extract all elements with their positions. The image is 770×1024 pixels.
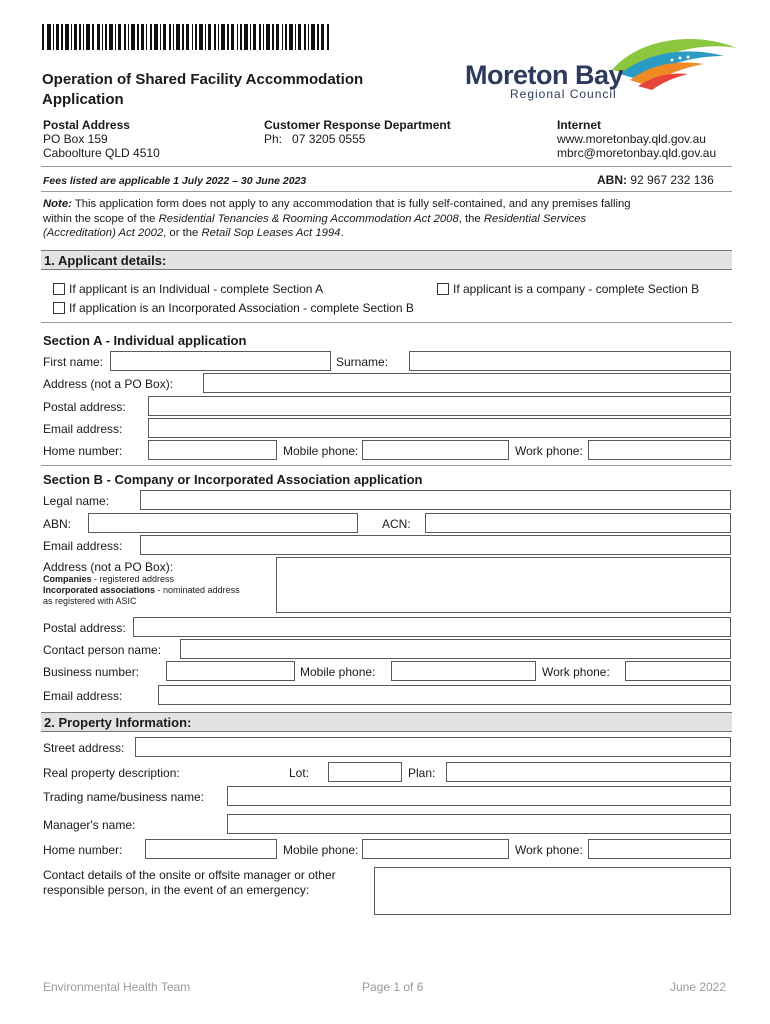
emergency-contact-line1: Contact details of the onsite or offsite manager or other bbox=[43, 868, 336, 882]
form-title-line2: Application bbox=[42, 91, 124, 108]
trading-name-label: Trading name/business name: bbox=[43, 790, 204, 804]
acn-field-label: ACN: bbox=[382, 517, 411, 531]
customer-response-block bbox=[264, 118, 451, 146]
company-email2-input[interactable] bbox=[158, 685, 731, 705]
fees-notice: Fees listed are applicable 1 July 2022 – 30 June 2023 bbox=[43, 175, 307, 187]
logo-name: Moreton Bay bbox=[465, 60, 624, 90]
email-address-input[interactable] bbox=[148, 418, 731, 438]
website-link[interactable]: www.moretonbay.qld.gov.au bbox=[557, 132, 706, 146]
street-address-input[interactable] bbox=[135, 737, 731, 757]
crd-phone: Ph: 07 3205 0555 bbox=[264, 132, 366, 146]
home-number-input[interactable] bbox=[148, 440, 277, 460]
acn-input[interactable] bbox=[425, 513, 731, 533]
note-text-4: , or the bbox=[163, 227, 202, 239]
company-email2-label: Email address: bbox=[43, 689, 123, 703]
mobile-phone-label: Mobile phone: bbox=[283, 444, 359, 458]
associations-hint-bold: Incorporated associations bbox=[43, 585, 156, 595]
work-phone-label: Work phone: bbox=[515, 444, 583, 458]
street-address-label: Street address: bbox=[43, 741, 125, 755]
property-mobile-label: Mobile phone: bbox=[283, 843, 359, 857]
company-email-label: Email address: bbox=[43, 539, 123, 553]
company-work-label: Work phone: bbox=[542, 665, 610, 679]
council-logo bbox=[462, 30, 742, 102]
form-title-line1: Operation of Shared Facility Accommodation bbox=[42, 71, 364, 88]
surname-label: Surname: bbox=[336, 355, 389, 369]
logo-subtitle: Regional Council bbox=[510, 87, 617, 101]
note-text-1: This application form does not apply to any accommodation that is fully self-contained, and any premises falling bbox=[74, 198, 631, 210]
abn-label: ABN: bbox=[597, 173, 627, 187]
first-name-input[interactable] bbox=[110, 351, 331, 371]
form-title bbox=[42, 70, 363, 110]
company-address-label: Address (not a PO Box): bbox=[43, 560, 174, 574]
postal-address-input[interactable] bbox=[148, 396, 731, 416]
footer-page-number: Page 1 of 6 bbox=[362, 980, 424, 994]
legal-name-input[interactable] bbox=[140, 490, 731, 510]
property-home-input[interactable] bbox=[145, 839, 277, 859]
business-number-input[interactable] bbox=[166, 661, 295, 681]
divider bbox=[41, 322, 732, 323]
company-email-input[interactable] bbox=[140, 535, 731, 555]
mobile-phone-input[interactable] bbox=[362, 440, 509, 460]
association-option-label: If application is an Incorporated Association - complete Section B bbox=[69, 301, 414, 315]
associations-hint bbox=[43, 585, 240, 596]
note-text-3: , the bbox=[458, 212, 484, 225]
note-act-2: Residential Services bbox=[483, 212, 587, 225]
associations-hint-text: - nominated address bbox=[155, 585, 240, 595]
postal-address-block bbox=[43, 118, 160, 160]
company-address-hint bbox=[43, 574, 240, 607]
company-address-input[interactable] bbox=[276, 557, 731, 613]
company-postal-label: Postal address: bbox=[43, 621, 126, 635]
note-act-4: Retail Sop Leases Act 1994 bbox=[201, 227, 341, 239]
address-label: Address (not a PO Box): bbox=[43, 377, 174, 391]
abn-input[interactable] bbox=[88, 513, 358, 533]
note-act-3: (Accreditation) Act 2002 bbox=[43, 227, 164, 239]
contact-person-input[interactable] bbox=[180, 639, 731, 659]
postal-heading: Postal Address bbox=[43, 118, 130, 132]
lot-label: Lot: bbox=[289, 766, 310, 780]
property-mobile-input[interactable] bbox=[362, 839, 509, 859]
property-home-label: Home number: bbox=[43, 843, 123, 857]
abn-field-label: ABN: bbox=[43, 517, 72, 531]
note-text-2: within the scope of the bbox=[43, 212, 159, 225]
lot-input[interactable] bbox=[328, 762, 402, 782]
surname-input[interactable] bbox=[409, 351, 731, 371]
abn-value: 92 967 232 136 bbox=[630, 173, 714, 187]
company-postal-input[interactable] bbox=[133, 617, 731, 637]
postal-line1: PO Box 159 bbox=[43, 132, 108, 146]
divider bbox=[41, 166, 732, 167]
footer-team: Environmental Health Team bbox=[43, 980, 191, 994]
manager-name-input[interactable] bbox=[227, 814, 731, 834]
abn-line bbox=[597, 173, 714, 187]
home-number-label: Home number: bbox=[43, 444, 123, 458]
associations-hint-line2: as registered with ASIC bbox=[43, 596, 137, 606]
divider bbox=[41, 465, 732, 466]
divider bbox=[41, 191, 732, 192]
companies-hint-text: - registered address bbox=[91, 574, 175, 584]
companies-hint-bold: Companies bbox=[43, 574, 92, 584]
note-act-1: Residential Tenancies & Rooming Accommodation Act 2008 bbox=[158, 212, 459, 225]
postal-address-label: Postal address: bbox=[43, 400, 126, 414]
section-1-header: 1. Applicant details: bbox=[41, 250, 732, 270]
work-phone-input[interactable] bbox=[588, 440, 731, 460]
contact-person-label: Contact person name: bbox=[43, 643, 162, 657]
note-text-5: . bbox=[340, 227, 344, 239]
business-number-label: Business number: bbox=[43, 665, 140, 679]
internet-heading: Internet bbox=[557, 118, 602, 132]
section-b-title: Section B - Company or Incorporated Association application bbox=[43, 472, 423, 487]
legal-name-label: Legal name: bbox=[43, 494, 110, 508]
company-mobile-input[interactable] bbox=[391, 661, 536, 681]
trading-name-input[interactable] bbox=[227, 786, 731, 806]
barcode bbox=[42, 22, 332, 52]
first-name-label: First name: bbox=[43, 355, 104, 369]
emergency-contact-input[interactable] bbox=[374, 867, 731, 915]
plan-input[interactable] bbox=[446, 762, 731, 782]
section-a-title: Section A - Individual application bbox=[43, 333, 247, 348]
property-work-input[interactable] bbox=[588, 839, 731, 859]
barcode-graphic bbox=[42, 22, 332, 52]
individual-option-label: If applicant is an Individual - complete Section A bbox=[69, 282, 324, 296]
emergency-contact-label bbox=[43, 868, 336, 898]
address-input[interactable] bbox=[203, 373, 731, 393]
crd-heading: Customer Response Department bbox=[264, 118, 451, 132]
company-option-label: If applicant is a company - complete Section B bbox=[453, 282, 700, 296]
footer-date: June 2022 bbox=[670, 980, 727, 994]
individual-checkbox[interactable] bbox=[53, 283, 65, 295]
emergency-contact-line2: responsible person, in the event of an emergency: bbox=[43, 883, 310, 897]
note-label: Note: bbox=[43, 198, 72, 210]
property-work-label: Work phone: bbox=[515, 843, 583, 857]
company-checkbox[interactable] bbox=[437, 283, 449, 295]
email-link[interactable]: mbrc@moretonbay.qld.gov.au bbox=[557, 146, 717, 160]
section-2-header: 2. Property Information: bbox=[41, 712, 732, 732]
plan-label: Plan: bbox=[408, 766, 436, 780]
company-work-input[interactable] bbox=[625, 661, 731, 681]
manager-name-label: Manager's name: bbox=[43, 818, 136, 832]
company-mobile-label: Mobile phone: bbox=[300, 665, 376, 679]
note-paragraph bbox=[43, 197, 733, 241]
email-address-label: Email address: bbox=[43, 422, 123, 436]
postal-line2: Caboolture QLD 4510 bbox=[43, 146, 160, 160]
internet-block bbox=[557, 118, 716, 160]
real-property-label: Real property description: bbox=[43, 766, 180, 780]
association-checkbox[interactable] bbox=[53, 302, 65, 314]
companies-hint bbox=[43, 574, 240, 585]
